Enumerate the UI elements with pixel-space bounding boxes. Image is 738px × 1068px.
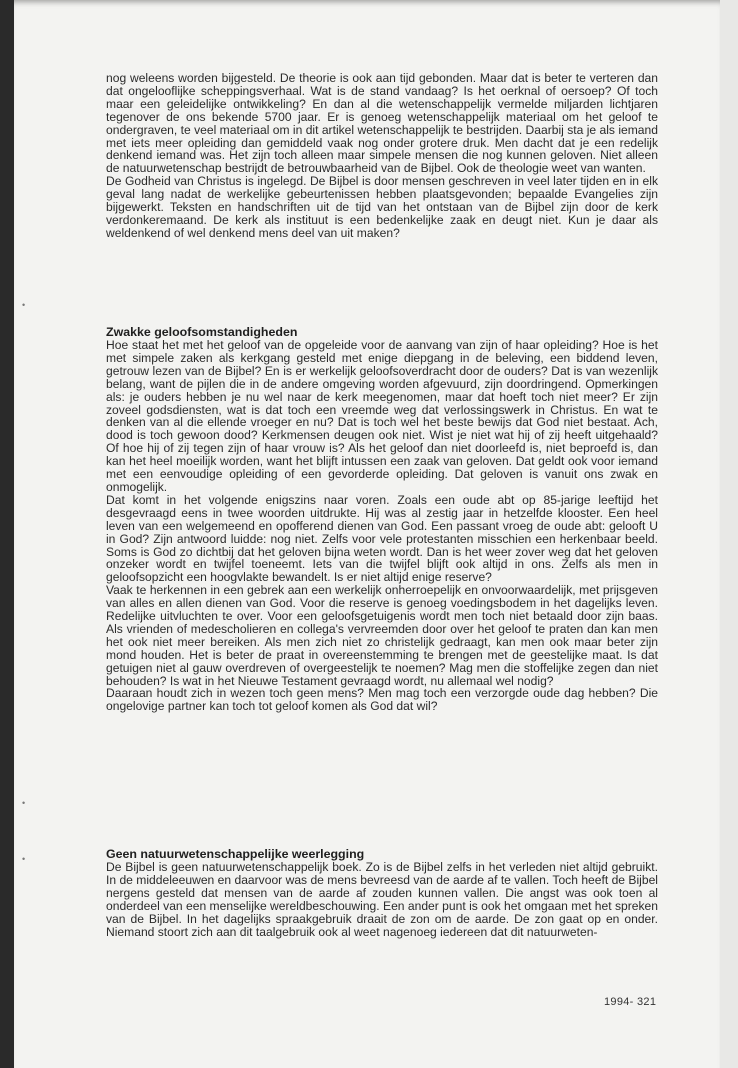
paragraph: nog weleens worden bijgesteld. De theorie is ook aan tijd gebonden. Maar dat is beter te verteren dan dat ongelooflĳke scheppingsverhaal. Wat is de stand vandaag? Is het oerknal of oersoep? Of toch maar een geleidelijke ontwikkeling? En dan al die wetenschappelijk vermelde miljarden lichtjaren tegenover de ons bekende 5700 jaar. Er is genoeg wetenschappelijk materiaal om het geloof te ondergraven, te veel materiaal om in dit artikel wetenschappelijk te bestrijden. Daarbij sta je als iemand met iets meer opleiding dan gemiddeld vaak nog onder grotere druk. Men dacht dat je een redelijk denkend iemand was. Het zijn toch alleen maar simpele mensen die nog kunnen geloven. Niet alleen de natuurwetenschap bestrijdt de betrouwbaarheid van de Bijbel. Ook de theologie weet van wanten. <box>106 71 658 176</box>
paragraph: De Bijbel is geen natuurwetenschappelijk boek. Zo is de Bijbel zelfs in het verleden niet altijd gebruikt. In de middeleeuwen en daarvoor was de mens bevreesd van de aarde af te vallen. Toch heeft de Bijbel nergens gesteld dat mensen van de aarde af zouden kunnen vallen. Die angst was ook toen al onderdeel van een menselijke wereldbeschouwing. Een ander punt is ook het omgaan met het spreken van de Bijbel. In het dagelijks spraakgebruik draait de zon om de aarde. De zon gaat op en onder. Niemand stoort zich aan dit taalgebruik ook al weet nagenoeg iedereen dat dit natuurweten- <box>106 860 658 939</box>
margin-mark: • <box>22 854 26 864</box>
margin-mark: • <box>22 300 26 310</box>
section-heading: Geen natuurwetenschappelijke weerlegging <box>106 847 365 861</box>
paragraph: Hoe staat het met het geloof van de opgeleide voor de aanvang van zijn of haar opleiding? Hoe is het met simpele zaken als kerkgang gesteld met enige diepgang in de beleving, een biddend leven, getrouw lezen van de Bijbel? En is er werkelijk geloofsoverdracht door de ouders? Dat is van wezenlijk belang, want de pijlen die in de andere omgeving worden afgevuurd, zijn doordringend. Opmerkingen als: je ouders hebben je nu wel naar de kerk meegenomen, maar dat hoeft toch niet meer? Er zijn zoveel godsdiensten, wat is dat toch een vreemde weg dat verlossingswerk in Christus. En wat te denken van al die ellende vroeger en nu? Dat is toch wel het beste bewijs dat God niet bestaat. Ach, dood is toch gewoon dood? Kerkmensen deugen ook niet. Wist je niet wat hij of zij heeft uitgehaald? Of hoe hij of zij tegen zijn of haar vrouw is? Als het geloof dan niet doorleefd is, niet beproefd is, dan kan het heel moeilijk worden, want het blijft intussen een zaak van geloven. Dat geldt ook voor iemand met een eenvoudige opleiding of een gevorderde opleiding. Dat geloven is vanuit ons zwak en onmogelijk. <box>106 338 658 494</box>
section-zwakke-geloofsomstandigheden <box>106 326 658 713</box>
paragraph: Daaraan houdt zich in wezen toch geen mens? Men mag toch een verzorgde oude dag hebben? Die ongelovige partner kan toch tot geloof komen als God dat wil? <box>106 686 658 714</box>
page-number: 1994- 321 <box>604 996 657 1008</box>
paragraph: Dat komt in het volgende enigszins naar voren. Zoals een oude abt op 85-jarige leeftijd het desgevraagd eens in twee woorden uitdrukte. Hij was al zestig jaar in hetzelfde klooster. Een heel leven van een welgemeend en opofferend dienen van God. Een passant vroeg de oude abt: gelooft U in God? Zijn antwoord luidde: nog niet. Zelfs voor vele protestanten misschien een herkenbaar beeld. Soms is God zo dichtbij dat het geloven bijna weten wordt. Dan is het weer zover weg dat het geloven onzeker wordt en twijfel toeneemt. Iets van die twijfel blijft ook altijd in ons. Zelfs als men in geloofsopzicht een hoogvlakte bewandelt. Is er niet altijd enige reserve? <box>106 492 658 585</box>
paragraph: Vaak te herkennen in een gebrek aan een werkelijk onherroepelijk en onvoorwaardelijk, met prijsgeven van alles en allen dienen van God. Voor die reserve is genoeg voedingsbodem in het dagelijks leven. Redelijke uitvluchten te over. Voor een geloofsgetuigenis wordt men toch niet betaald door zijn baas. Als vrienden of medescholieren en collega's vervreemden door over het geloof te praten dan kan men het ook niet meer bereiken. Als men zich niet zo christelijk gedraagt, kan men ook maar beter zijn mond houden. Het is beter de praat in overeenstemming te brengen met de geestelijke maat. Is dat getuigen niet al gauw overdreven of overgeestelijk te noemen? Mag men die stoffelijke zegen dan niet behouden? Is wat in het Nieuwe Testament gevraagd wordt, nu allemaal wel nodig? <box>106 583 658 688</box>
paragraph: De Godheid van Christus is ingelegd. De Bijbel is door mensen geschreven in veel later tijden en in elk geval lang nadat de werkelijke gebeurtenissen hebben plaatsgevonden; bepaalde Evangelies zijn bijgewerkt. Teksten en handschriften uit de tijd van het ontstaan van de Bijbel zijn door de kerk verdonkeremaand. De kerk als instituut is een bedenkelijke zaak en deugt niet. Kun je daar als weldenkend of wel denkend mens deel van uit maken? <box>106 174 658 240</box>
scan-edge <box>720 0 738 1068</box>
document-page <box>14 0 720 1068</box>
section-geen-natuurwetenschappelijke-weerlegging <box>106 848 658 938</box>
margin-mark: • <box>22 798 26 808</box>
intro-block <box>106 72 658 240</box>
section-heading: Zwakke geloofsomstandigheden <box>106 325 298 339</box>
